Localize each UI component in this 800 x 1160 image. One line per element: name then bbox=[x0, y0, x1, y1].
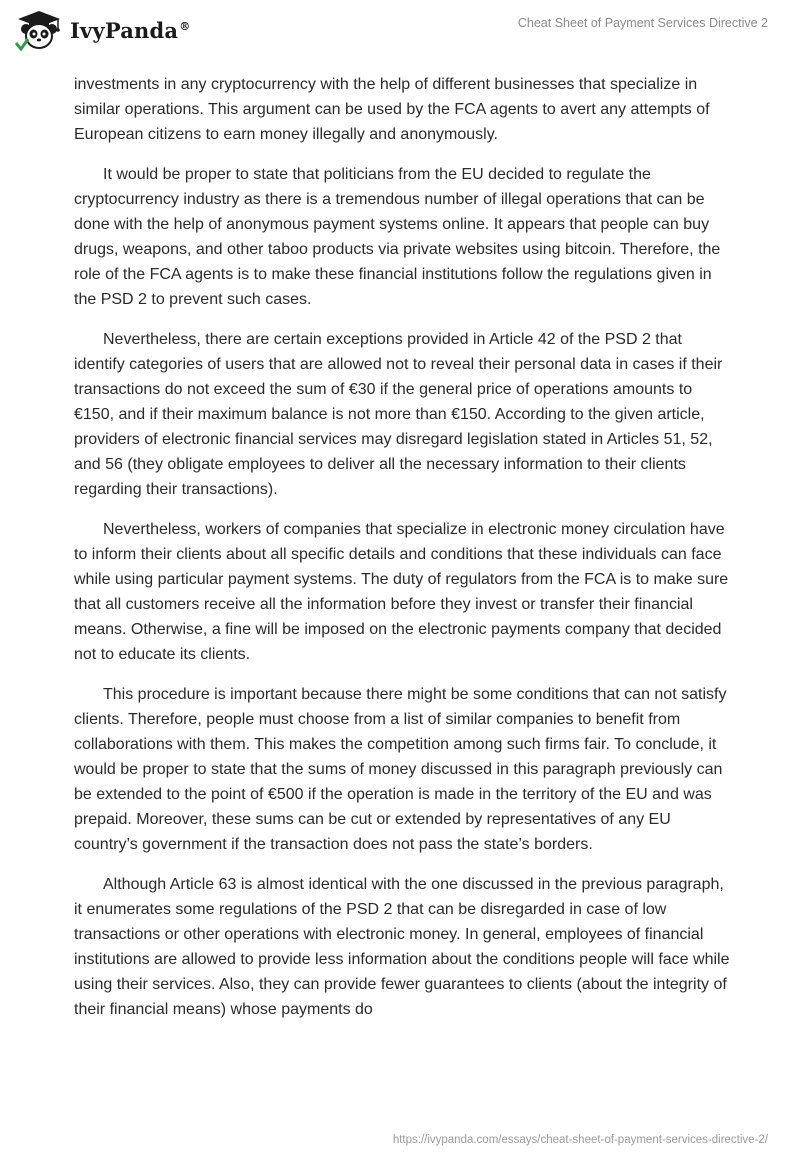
panda-graduate-logo-icon bbox=[14, 9, 64, 51]
paragraph: investments in any cryptocurrency with the help of different businesses that specialize in similar operations. This argument can be used by the FCA agents to avert any attempts of European citizens to earn money illegally and anonymously. bbox=[74, 76, 710, 143]
paragraph: Although Article 63 is almost identical with the one discussed in the previous paragraph, it enumerates some regulations of the PSD 2 that can be disregarded in case of low transactions or other operations with electronic money. In general, employees of financial institutions are allowed to provide less information about the conditions people will face while using their services. Also, they can provide fewer guarantees to clients (about the integrity of their financial means) whose payments do bbox=[74, 876, 730, 1018]
paragraph: Nevertheless, workers of companies that specialize in electronic money circulation have to inform their clients about all specific details and conditions that these individuals can face while using particular payment systems. The duty of regulators from the FCA is to make sure that all customers receive all the information before they invest or transfer their financial means. Otherwise, a fine will be imposed on the electronic payments company that decided not to educate its clients. bbox=[74, 521, 729, 663]
brand-name: IvyPanda® bbox=[70, 17, 191, 43]
paragraph: This procedure is important because there might be some conditions that can not satisfy clients. Therefore, people must choose from a list of similar companies to benefit from collaborations with them. This makes the competition among such firms fair. To conclude, it would be proper to state that the sums of money discussed in this paragraph previously can be extended to the point of €500 if the operation is made in the territory of the EU and was prepaid. Moreover, these sums can be cut or extended by representatives of any EU country’s government if the transaction does not pass the state’s borders. bbox=[74, 686, 727, 853]
paragraph: It would be proper to state that politicians from the EU decided to regulate the cryptocurrency industry as there is a tremendous number of illegal operations that can be done with the help of anonymous payment systems online. It appears that people can buy drugs, weapons, and other taboo products via private websites using bitcoin. Therefore, the role of the FCA agents is to make these financial institutions follow the regulations given in the PSD 2 to prevent such cases. bbox=[74, 166, 721, 308]
paragraph: Nevertheless, there are certain exceptions provided in Article 42 of the PSD 2 that identify categories of users that are allowed not to reveal their personal data in cases if their transactions do not exceed the sum of €30 if the general price of operations amounts to €150, and if their maximum balance is not more than €150. According to the given article, providers of electronic financial services may disregard legislation stated in Articles 51, 52, and 56 (they obligate employees to deliver all the necessary information to their clients regarding their transactions). bbox=[74, 331, 723, 498]
brand-logo[interactable] bbox=[14, 9, 190, 51]
page-header bbox=[0, 0, 800, 70]
document-title: Cheat Sheet of Payment Services Directive 2 bbox=[517, 16, 768, 30]
essay-body bbox=[74, 72, 734, 1037]
source-url[interactable]: https://ivypanda.com/essays/cheat-sheet-of-payment-services-directive-2/ bbox=[392, 1134, 768, 1146]
